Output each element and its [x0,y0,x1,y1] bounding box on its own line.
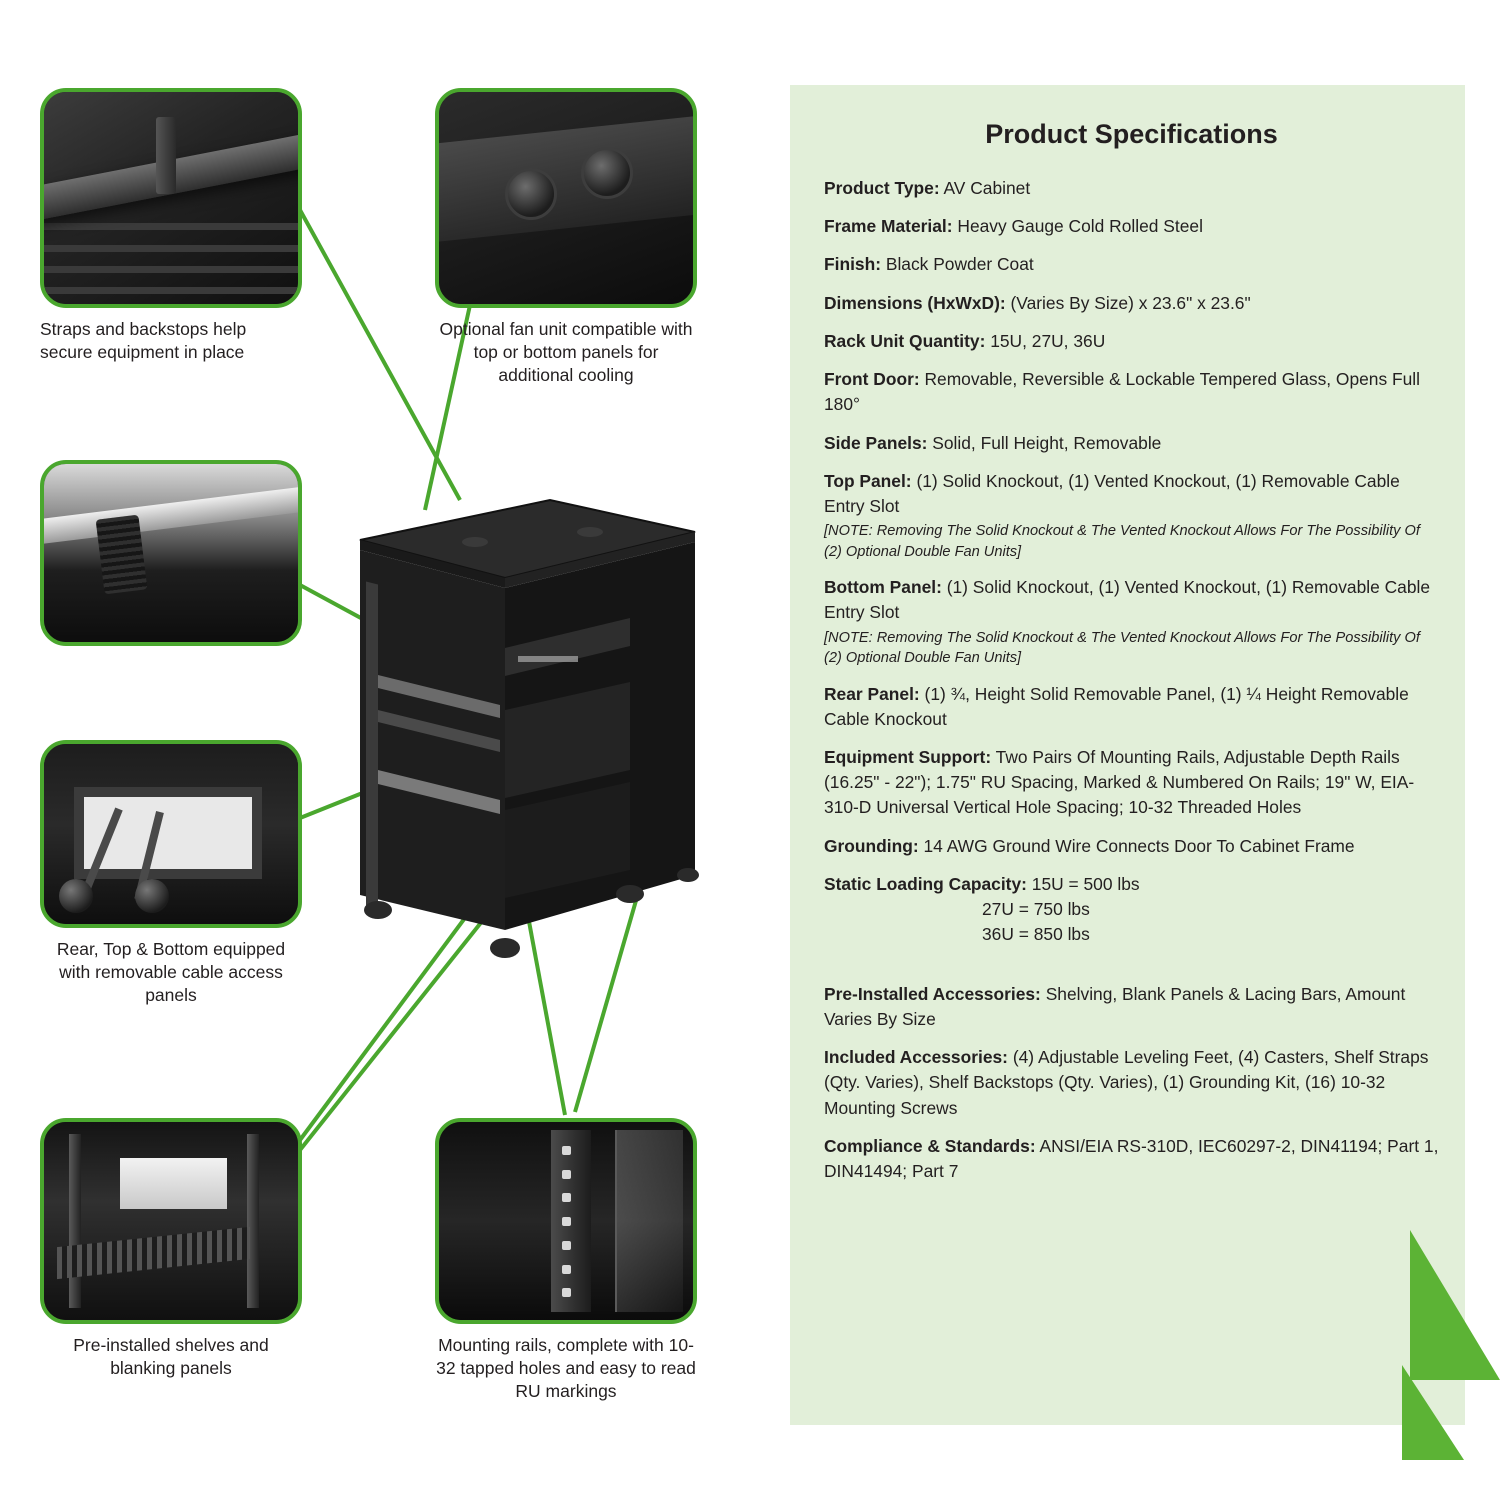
spec-label: Pre-Installed Accessories: [824,983,1041,1004]
callout-caption-shelves: Pre-installed shelves and blanking panels [73,1335,269,1379]
spec-label: Finish: [824,254,881,275]
spec-value: Shelving, Blank Panels & Lacing Bars, Amount Varies By Size [824,983,1406,1029]
spec-row-equipment-support [824,745,1439,821]
callout-fan [435,88,697,387]
spec-value-27u: 27U = 750 lbs [982,899,1090,920]
spec-value: 14 AWG Ground Wire Connects Door To Cabinet Frame [923,835,1355,856]
spec-label: Product Type: [824,178,940,198]
spec-value: (1) Solid Knockout, (1) Vented Knockout, (1) Removable Cable Entry Slot [824,470,1400,517]
photo-straps-and-backstops [40,88,302,308]
spec-label: Grounding: [824,835,919,856]
spec-row-frame-material [824,214,1439,239]
callout-strap-detail [40,460,302,646]
spec-note-top-panel: [NOTE: Removing The Solid Knockout & The Vented Knockout Allows For The Possibility Of (2) Optional Double Fan Units] [824,523,1420,560]
spec-row-included-accessories [824,1045,1439,1121]
spec-row-static-loading [824,872,1439,948]
callout-shelves [40,1118,302,1380]
spec-label: Side Panels: [824,432,928,453]
callout-caption-cable-access: Rear, Top & Bottom equipped with removable cable access panels [56,939,286,1006]
spec-value: Two Pairs Of Mounting Rails, Adjustable Depth Rails (16.25" - 22"); 1.75" RU Spacing, Marked & Numbered On Rails; 19" W, EIA-310-D Universal Vertical Hole Spacing; 10-32 Threaded Holes [824,746,1415,818]
photo-cable-access-panel [40,740,302,928]
spec-row-top-panel [824,469,1439,562]
spec-label: Equipment Support: [824,746,992,767]
spec-label: Front Door: [824,369,920,390]
spec-row-rear-panel [824,682,1439,732]
spec-row-pre-installed-accessories [824,982,1439,1032]
spec-row-compliance-standards [824,1134,1439,1184]
spec-value: ANSI/EIA RS-310D, IEC60297-2, DIN41194; Part 1, DIN41494; Part 7 [824,1135,1439,1182]
spec-label: Bottom Panel: [824,577,942,598]
spec-row-product-type [824,176,1439,201]
spec-value: Removable, Reversible & Lockable Tempered Glass, Opens Full 180° [824,369,1421,415]
photo-shelf-strap-detail [40,460,302,646]
spec-value-15u: 15U = 500 lbs [1031,873,1140,894]
spec-value: (1) ¾, Height Solid Removable Panel, (1) ¼ Height Removable Cable Knockout [824,683,1409,729]
spec-label: Compliance & Standards: [824,1135,1036,1156]
spec-value: (1) Solid Knockout, (1) Vented Knockout, (1) Removable Cable Entry Slot [824,577,1431,623]
spec-value-36u: 36U = 850 lbs [982,924,1090,945]
chevron-decoration-small [1402,1365,1464,1460]
spec-value: Solid, Full Height, Removable [932,432,1162,453]
spec-value: Heavy Gauge Cold Rolled Steel [957,216,1203,237]
callout-caption-straps: Straps and backstops help secure equipment in place [40,319,247,363]
spec-row-front-door [824,367,1439,417]
spec-value: 15U, 27U, 36U [990,330,1106,351]
spec-value: Black Powder Coat [885,254,1034,275]
callout-rails [435,1118,697,1403]
spec-label: Rack Unit Quantity: [824,330,986,351]
spec-row-finish [824,252,1439,277]
spec-value: AV Cabinet [943,178,1031,198]
photo-optional-fan-unit [435,88,697,308]
spec-value: (4) Adjustable Leveling Feet, (4) Casters, Shelf Straps (Qty. Varies), Shelf Backstops (Qty. Varies), (1) Grounding Kit, (16) 10-32 Mounting Screws [824,1047,1429,1118]
spec-label: Dimensions (HxWxD): [824,292,1006,313]
photo-mounting-rails [435,1118,697,1324]
spec-row-side-panels [824,431,1439,456]
product-specifications-panel [790,85,1465,1425]
spec-label: Top Panel: [824,470,912,491]
spec-row-rack-unit-quantity [824,329,1439,354]
callout-straps [40,88,302,364]
chevron-decoration-large [1410,1230,1500,1380]
spec-row-bottom-panel [824,575,1439,668]
spec-label: Included Accessories: [824,1047,1008,1068]
callout-caption-rails: Mounting rails, complete with 10-32 tapped holes and easy to read RU markings [436,1335,696,1402]
spec-note-bottom-panel: [NOTE: Removing The Solid Knockout & The Vented Knockout Allows For The Possibility Of (2) Optional Double Fan Units] [824,629,1420,667]
spec-label: Static Loading Capacity: [824,873,1027,894]
page-title: Product Specifications [985,119,1278,149]
callout-cable-access [40,740,302,1007]
spec-label: Rear Panel: [824,683,920,704]
spec-row-dimensions [824,291,1439,316]
av-cabinet-illustration [300,470,700,990]
spec-value: (Varies By Size) x 23.6" x 23.6" [1010,292,1251,313]
spec-row-grounding [824,834,1439,859]
spec-label: Frame Material: [824,216,953,237]
photo-preinstalled-shelves [40,1118,302,1324]
callout-caption-fan: Optional fan unit compatible with top or bottom panels for additional cooling [439,319,693,386]
